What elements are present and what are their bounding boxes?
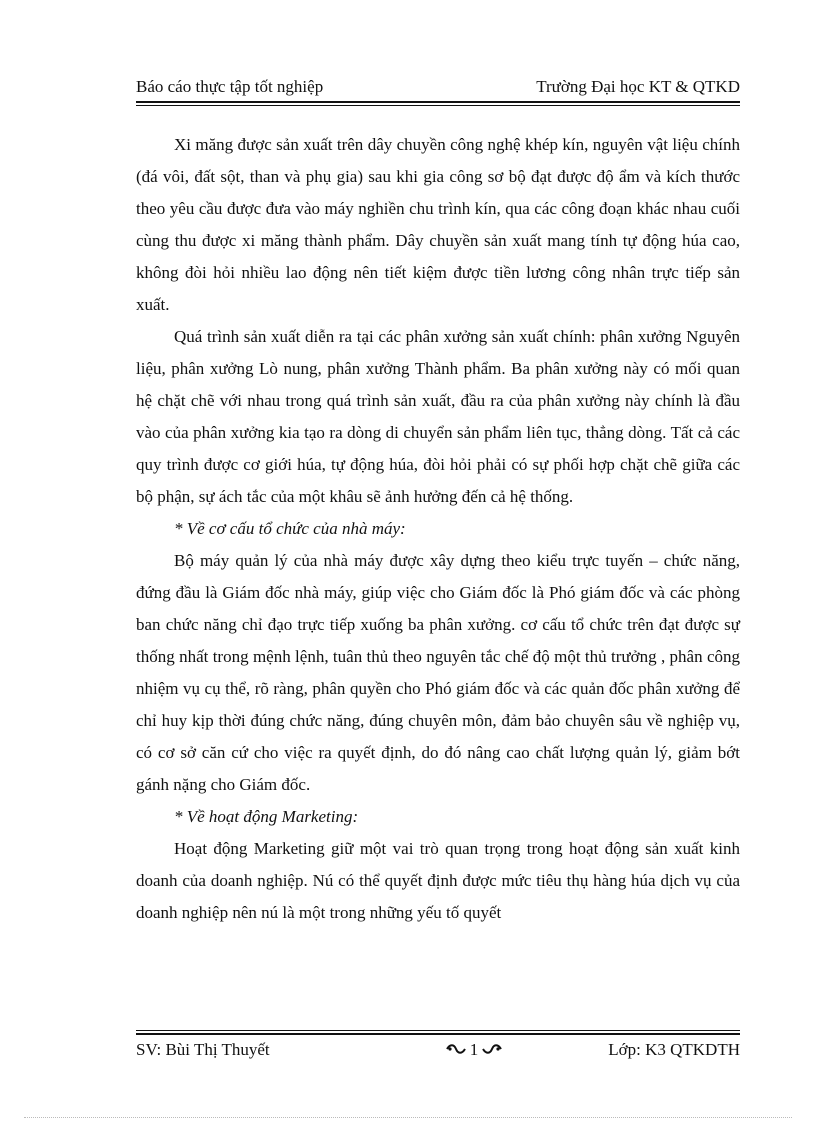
header-left: Báo cáo thực tập tốt nghiệp [136,77,324,96]
header-rule-thick [136,101,740,103]
paragraph-1: Xi măng được sản xuất trên dây chuyền công nghệ khép kín, nguyên vật liệu chính (đá vôi, đất sột, than và phụ gia) sau khi gia công sơ bộ đạt được độ ẩm và kích thước theo yêu cầu được đưa vào máy nghiền chu trình kín, qua các công đoạn khác nhau cuối cùng thu được xi măng thành phẩm. Dây chuyền sản xuất mang tính tự động húa cao, không đòi hỏi nhiều lao động nên tiết kiệm được tiền lương công nhân trực tiếp sản xuất. [136,135,740,314]
page-header [136,76,740,98]
section-heading-organization: * Về cơ cấu tổ chức của nhà máy: [174,519,406,538]
ornament-right-icon [482,1039,502,1061]
ornament-left-icon [446,1039,466,1061]
paragraph-2: Quá trình sản xuất diễn ra tại các phân xưởng sản xuất chính: phân xưởng Nguyên liệu, phân xưởng Lò nung, phân xưởng Thành phẩm. Ba phân xưởng này có mối quan hệ chặt chẽ với nhau trong quá trình sản xuất, đầu ra của phân xưởng này chính là đầu vào của phân xưởng kia tạo ra dòng di chuyển sản phẩm liên tục, thẳng dòng. Tất cả các quy trình được cơ giới húa, tự động húa, đòi hỏi phải có sự phối hợp chặt chẽ giữa các bộ phận, sự ách tắc của một khâu sẽ ảnh hưởng đến cả hệ thống. [136,327,740,506]
header-right: Trường Đại học KT & QTKD [536,77,740,96]
body-text [136,129,740,929]
footer-class: Lớp: K3 QTKDTH [608,1040,740,1059]
page-number-group [446,1039,503,1061]
header-rule-thin [136,105,740,106]
page-edge-dotted-line [24,1117,792,1118]
page-footer [136,1039,740,1061]
footer-rule-thick [136,1033,740,1035]
footer-student: SV: Bùi Thị Thuyết [136,1040,270,1059]
paragraph-4: Hoạt động Marketing giữ một vai trò quan trọng trong hoạt động sản xuất kinh doanh của doanh nghiệp. Nú có thể quyết định được mức tiêu thụ hàng húa dịch vụ của doanh nghiệp nên nú là một trong những yếu tố quyết [136,839,740,922]
section-heading-marketing: * Về hoạt động Marketing: [174,807,359,826]
footer-rule-thin [136,1030,740,1031]
paragraph-3: Bộ máy quản lý của nhà máy được xây dựng theo kiểu trực tuyến – chức năng, đứng đầu là Giám đốc nhà máy, giúp việc cho Giám đốc là Phó giám đốc và các phòng ban chức năng chỉ đạo trực tiếp xuống ba phân xưởng. cơ cấu tổ chức trên đạt được sự thống nhất trong mệnh lệnh, tuân thủ theo nguyên tắc chế độ một thủ trưởng , phân công nhiệm vụ cụ thể, rõ ràng, phân quyền cho Phó giám đốc và các quản đốc phân xưởng để chỉ huy kịp thời đúng chức năng, đúng chuyên môn, đảm bảo chuyên sâu về nghiệp vụ, có cơ sở căn cứ cho việc ra quyết định, do đó nâng cao chất lượng quản lý, giảm bớt gánh nặng cho Giám đốc. [136,551,740,794]
page-number: 1 [469,1040,479,1059]
